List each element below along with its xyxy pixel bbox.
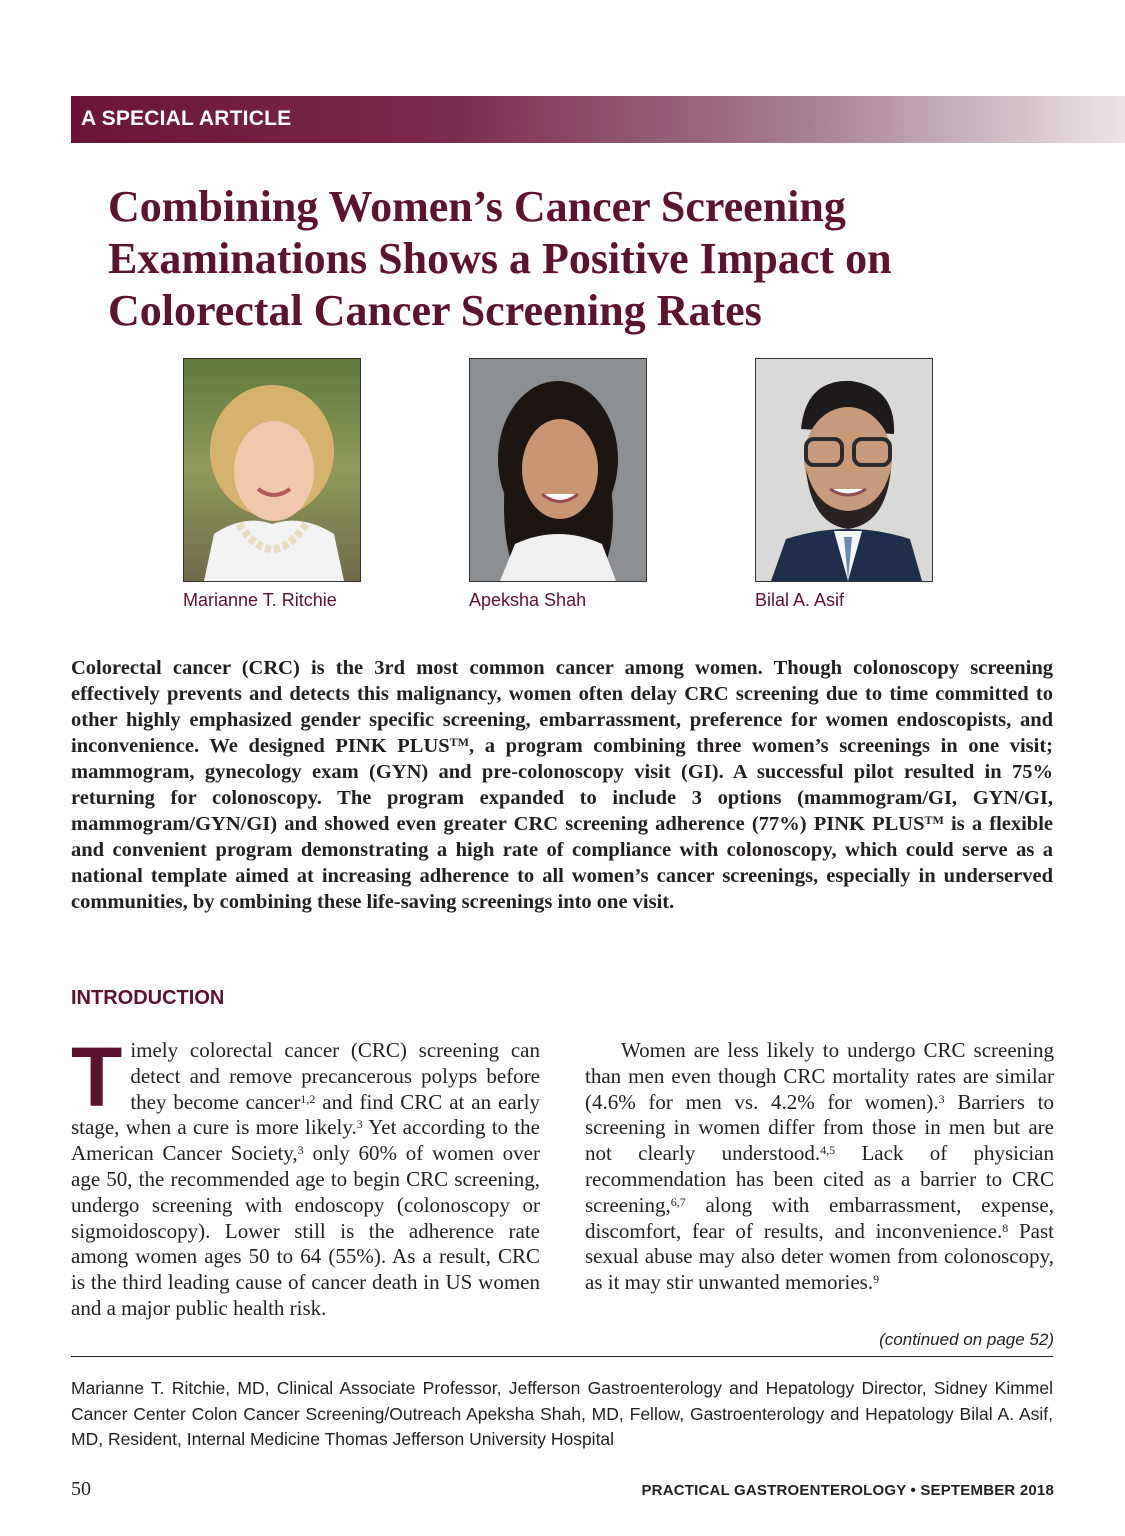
page-number: 50 bbox=[71, 1478, 91, 1500]
continued-note: (continued on page 52) bbox=[879, 1330, 1054, 1349]
introduction-heading: INTRODUCTION bbox=[71, 987, 225, 1009]
citation: 6,7 bbox=[670, 1194, 686, 1209]
author-caption-shah: Apeksha Shah bbox=[469, 590, 587, 610]
citation: 3 bbox=[356, 1117, 363, 1132]
author-caption-ritchie: Marianne T. Ritchie bbox=[183, 590, 337, 610]
journal-footer: PRACTICAL GASTROENTEROLOGY • SEPTEMBER 2018 bbox=[641, 1482, 1054, 1499]
trademark: TM bbox=[924, 813, 944, 827]
divider bbox=[71, 1356, 1053, 1357]
author-caption-asif: Bilal A. Asif bbox=[755, 590, 845, 610]
author-affiliations: Marianne T. Ritchie, MD, Clinical Associate Professor, Jefferson Gastroenterology and Hepatology Director, Sidney Kimmel Cancer Center Colon Cancer Screening/Outreach Apeksha Shah, MD, Fellow, Gastroenterology and Hepatology Bilal A. Asif, MD, Resident, Internal Medicine Thomas Jefferson University Hospital bbox=[71, 1378, 1053, 1450]
title-line-2: Examinations Shows a Positive Impact on bbox=[108, 234, 892, 283]
article-title bbox=[108, 181, 1008, 337]
citation: 4,5 bbox=[820, 1143, 836, 1158]
citation: 1,2 bbox=[300, 1091, 316, 1106]
citation: 3 bbox=[938, 1091, 945, 1106]
abstract: Colorectal cancer (CRC) is the 3rd most common cancer among women. Though colonoscopy screening effectively prevents and detects this malignancy, women often delay CRC screening due to time committed to other highly emphasized gender specific screening, embarrassment, preference for women endoscopists, and inconvenience. We designed PINK PLUS™, a program combining three women’s screenings in one visit; mammogram, gynecology exam (GYN) and pre-colonoscopy visit (GI). A successful pilot resulted in 75% returning for colonoscopy. The program expanded to include 3 options (mammogram/GI, GYN/GI, mammogram/GYN/GI) and showed even greater CRC screening adherence (77%) PINK PLUS™ is a flexible and convenient program demonstrating a high rate of compliance with colonoscopy, which could serve as a national template aimed at increasing adherence to all women’s cancer screenings, especially in underserved communities, by combining these life-saving screenings into one visit. bbox=[71, 657, 1054, 913]
section-banner bbox=[71, 96, 1125, 143]
drop-cap: T bbox=[71, 1030, 123, 1124]
intro-right-column: Women are less likely to undergo CRC screening than men even though CRC mortality rates are similar (4.6% for men vs. 4.2% for women).$^3$ Barriers to screening in women differ from those in men but are not clearly understood.$^{4,5}$ Lack of physician recommendation has been cited as a barrier to CRC screening,$^{6,7}$ along with embarrassment, expense, discomfort, fear of results, and inconvenience.$^8$ Past sexual abuse may also deter women from colonoscopy, as it may stir unwanted memories.$^9$ bbox=[585, 1038, 1054, 1295]
citation: 3 bbox=[297, 1143, 304, 1158]
section-label: A SPECIAL ARTICLE bbox=[81, 107, 292, 130]
author-photo-ritchie bbox=[183, 358, 361, 582]
citation: 8 bbox=[1002, 1220, 1009, 1235]
author-photo-shah bbox=[469, 358, 647, 582]
citation: 9 bbox=[873, 1272, 880, 1287]
title-line-1: Combining Women’s Cancer Screening bbox=[108, 182, 846, 231]
author-photo-asif bbox=[755, 358, 933, 582]
intro-left-column: Timely colorectal cancer (CRC) screening can detect and remove precancerous polyps before they become cancer$^{1,2}$ and find CRC at an early stage, when a cure is more likely.$^3$ Yet according to the American Cancer Society,$^3$ only 60% of women over age 50, the recommended age to begin CRC screening, undergo screening with endoscopy (colonoscopy or sigmoidoscopy). Lower still is the adherence rate among women ages 50 to 64 (55%). As a result, CRC is the third leading cause of cancer death in US women and a major public health risk. bbox=[71, 1030, 540, 1320]
trademark: TM bbox=[449, 735, 470, 749]
title-line-3: Colorectal Cancer Screening Rates bbox=[108, 286, 762, 335]
